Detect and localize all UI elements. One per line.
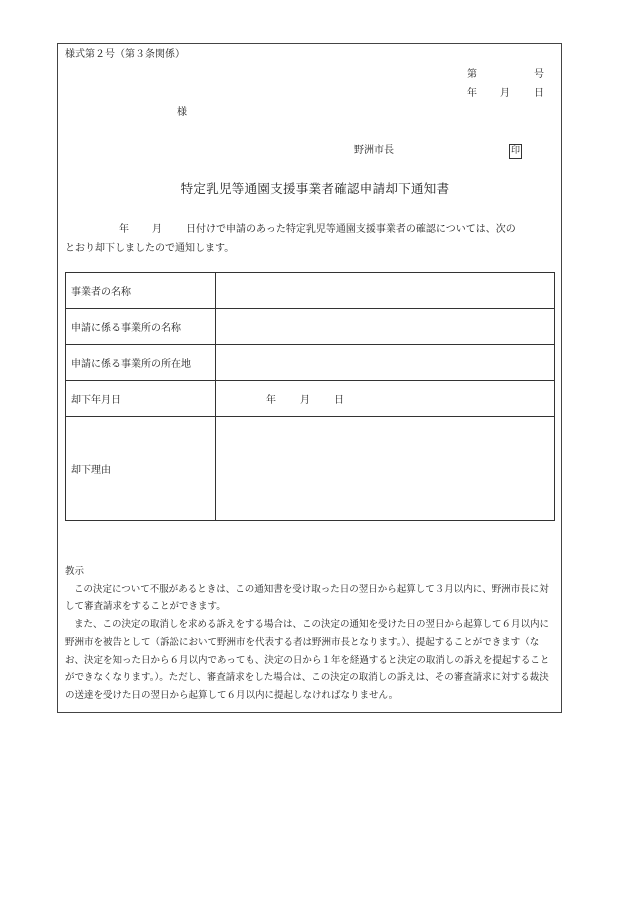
recipient-suffix: 様 <box>177 107 187 118</box>
intro-month: 月 <box>152 224 162 235</box>
form-number: 様式第２号（第３条関係） <box>65 49 185 60</box>
intro-text <box>65 220 555 258</box>
row-label-rejection-reason: 却下理由 <box>66 417 216 521</box>
issuer: 野洲市長 <box>354 145 394 156</box>
doc-number-prefix: 第 <box>467 69 477 80</box>
row-label-rejection-date: 却下年月日 <box>66 381 216 417</box>
doc-number-suffix: 号 <box>534 69 544 80</box>
seal-mark: 印 <box>509 144 522 159</box>
row-label-facility-name: 申請に係る事業所の名称 <box>66 309 216 345</box>
date-month: 月 <box>500 88 510 99</box>
table-row <box>66 417 555 521</box>
table-row <box>66 381 555 417</box>
intro-line1: 日付けで申請のあった特定乳児等通園支援事業者の確認については、次の <box>186 224 516 235</box>
date-day: 日 <box>534 88 544 99</box>
row-value-facility-address[interactable] <box>216 345 555 381</box>
rejection-date-day: 日 <box>334 395 344 406</box>
instructions-section <box>65 563 557 705</box>
intro-year: 年 <box>119 224 129 235</box>
instructions-paragraph-1: この決定について不服があるときは、この通知書を受け取った日の翌日から起算して３月以内に、野洲市長に対して審査請求をすることができます。 <box>65 583 549 613</box>
row-value-business-name[interactable] <box>216 273 555 309</box>
row-label-business-name: 事業者の名称 <box>66 273 216 309</box>
instructions-heading: 教示 <box>65 566 85 577</box>
intro-line2: とおり却下しましたので通知します。 <box>65 243 235 254</box>
row-value-rejection-reason[interactable] <box>216 417 555 521</box>
row-value-facility-name[interactable] <box>216 309 555 345</box>
document-title: 特定乳児等通園支援事業者確認申請却下通知書 <box>180 181 450 196</box>
date-year: 年 <box>467 88 477 99</box>
rejection-date-month: 月 <box>300 395 310 406</box>
row-label-facility-address: 申請に係る事業所の所在地 <box>66 345 216 381</box>
row-value-rejection-date[interactable] <box>216 381 555 417</box>
table-row <box>66 309 555 345</box>
table-row <box>66 273 555 309</box>
table-row <box>66 345 555 381</box>
rejection-date-year: 年 <box>266 395 276 406</box>
instructions-paragraph-2: また、この決定の取消しを求める訴えをする場合は、この決定の通知を受けた日の翌日から起算して６月以内に野洲市を被告として（訴訟において野洲市を代表する者は野洲市長となります。）、提起することができます（なお、決定を知った日から６月以内であっても、決定の日から１年を経過すると決定の取消しの訴えを提起することができなくなります。）。ただし、審査請求をした場合は、この決定の取消しの訴えは、その審査請求に対する裁決の送達を受けた日の翌日から起算して６月以内に提起しなければなりません。 <box>65 619 550 701</box>
application-table <box>65 272 555 521</box>
